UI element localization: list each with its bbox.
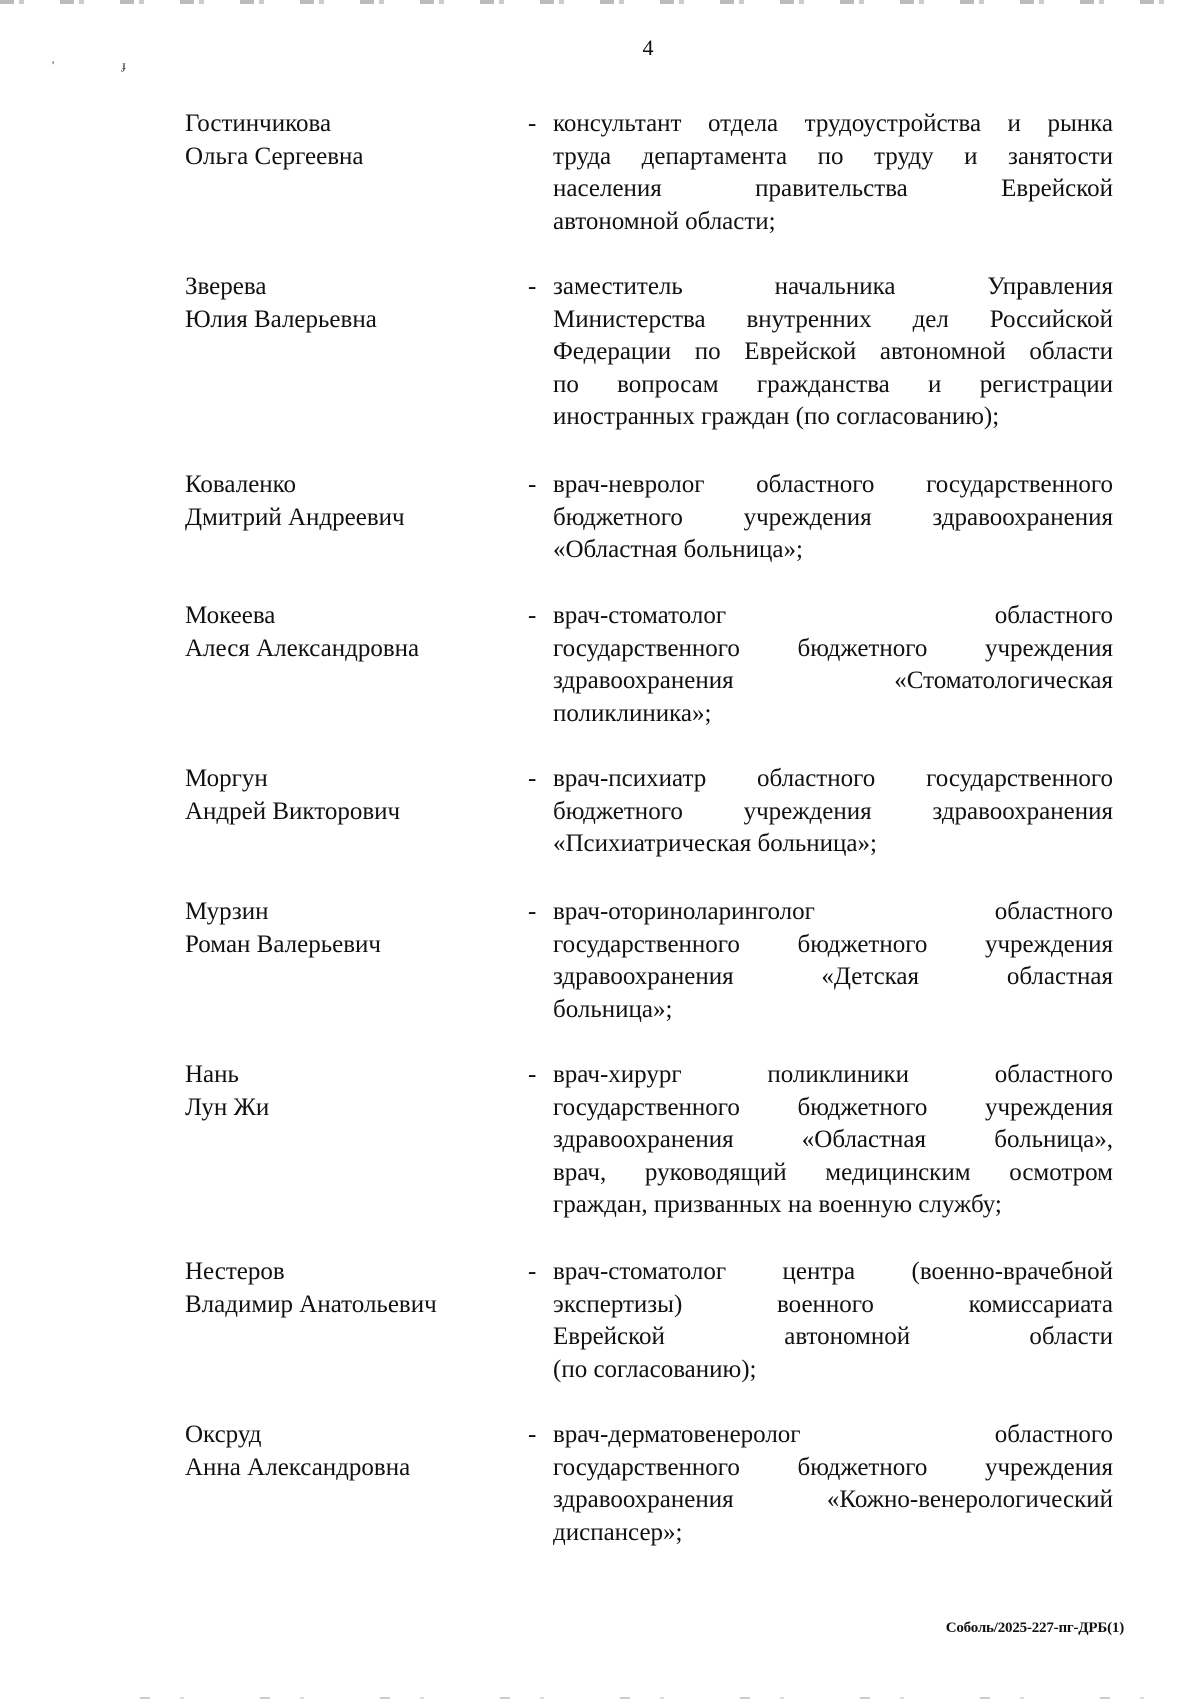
member-position-line: врач, руководящий медицинским осмотром [553, 1158, 1113, 1186]
member-position-line: диспансер»; [553, 1518, 683, 1546]
member-name-line: Ольга Сергеевна [185, 142, 364, 170]
member-position-line: по вопросам гражданства и регистрации [553, 370, 1113, 398]
entry-dash: - [528, 765, 537, 792]
member-position-line: «Психиатрическая больница»; [553, 830, 877, 857]
member-position-line: (по согласованию); [553, 1355, 757, 1383]
member-name [185, 763, 515, 828]
member-position-line: «Областная больница»; [553, 536, 803, 563]
member-name-line: Коваленко [185, 471, 297, 498]
member-name [185, 1256, 515, 1321]
member-position-line: заместитель начальника Управления [553, 273, 1113, 300]
scan-top-edge [0, 0, 1200, 4]
member-position-line: больница»; [553, 995, 673, 1023]
member-position-line: врач-стоматолог центра (военно-врачебной [553, 1258, 1113, 1285]
member-name-line: Роман Валерьевич [185, 930, 381, 958]
member-name [185, 469, 515, 534]
member-name-line: Юлия Валерьевна [185, 305, 377, 333]
member-position-line: здравоохранения «Детская областная [553, 963, 1113, 990]
member-name [185, 600, 515, 665]
member-position-line: здравоохранения «Областная больница», [553, 1126, 1113, 1153]
entry-dash: - [528, 273, 537, 300]
member-position-line: врач-хирург поликлиники областного [553, 1061, 1113, 1088]
member-name [185, 271, 515, 336]
member-name-line: Анна Александровна [185, 1453, 411, 1481]
member-name [185, 896, 515, 961]
member-name-line: Зверева [185, 273, 267, 300]
member-name-line: Нань [185, 1061, 239, 1088]
member-position-line: государственного бюджетного учреждения [553, 1453, 1113, 1481]
member-name-line: Мурзин [185, 898, 269, 925]
member-position [553, 1256, 1113, 1386]
member-name [185, 108, 515, 173]
entry-dash: - [528, 1258, 537, 1285]
entry-dash: - [528, 602, 537, 629]
member-position [553, 600, 1113, 730]
member-position-line: государственного бюджетного учреждения [553, 930, 1113, 958]
member-position-line: Еврейской автономной области [553, 1323, 1113, 1350]
member-position-line: государственного бюджетного учреждения [553, 1093, 1113, 1121]
member-position-line: государственного бюджетного учреждения [553, 634, 1113, 662]
member-position-line: консультант отдела трудоустройства и рынка [553, 110, 1113, 137]
member-name-line: Андрей Викторович [185, 797, 401, 825]
member-position-line: населения правительства Еврейской [553, 175, 1113, 202]
member-position-line: здравоохранения «Стоматологическая [553, 667, 1113, 694]
scan-artifact: ɟ [122, 58, 126, 72]
entry-dash: - [528, 1061, 537, 1088]
member-position-line: врач-психиатр областного государственного [553, 765, 1113, 792]
member-name-line: Оксруд [185, 1421, 262, 1448]
member-position-line: иностранных граждан (по согласованию); [553, 403, 1000, 430]
entry-dash: - [528, 110, 537, 137]
member-name-line: Мокеева [185, 602, 276, 629]
member-name-line: Алеся Александровна [185, 634, 420, 662]
member-position-line: граждан, призванных на военную службу; [553, 1191, 1002, 1218]
member-position-line: врач-оториноларинголог областного [553, 898, 1113, 925]
member-name-line: Владимир Анатольевич [185, 1290, 437, 1318]
member-name-line: Нестеров [185, 1258, 285, 1285]
member-position-line: поликлиника»; [553, 699, 712, 727]
member-name-line: Моргун [185, 765, 268, 792]
entry-dash: - [528, 471, 537, 498]
member-name [185, 1419, 515, 1484]
member-position [553, 1419, 1113, 1549]
member-position [553, 108, 1113, 238]
member-name-line: Дмитрий Андреевич [185, 503, 405, 531]
member-name-line: Лун Жи [185, 1093, 270, 1121]
member-name [185, 1059, 515, 1124]
member-position-line: бюджетного учреждения здравоохранения [553, 503, 1113, 531]
document-code: Соболь/2025-227-пг-ДРБ(1) [945, 1620, 1124, 1636]
member-position [553, 271, 1113, 434]
page-number: 4 [642, 35, 654, 60]
member-position-line: врач-дерматовенеролог областного [553, 1421, 1113, 1448]
entry-dash: - [528, 898, 537, 925]
member-position [553, 896, 1113, 1026]
member-position-line: Федерации по Еврейской автономной области [553, 338, 1113, 365]
entry-dash: - [528, 1421, 537, 1448]
member-position [553, 1059, 1113, 1222]
member-position-line: врач-невролог областного государственного [553, 471, 1113, 498]
member-position [553, 763, 1113, 861]
scan-artifact: ' [52, 58, 55, 72]
member-position-line: труда департамента по труду и занятости [553, 142, 1113, 170]
member-position-line: врач-стоматолог областного [553, 602, 1113, 629]
member-position-line: бюджетного учреждения здравоохранения [553, 797, 1113, 825]
member-position-line: экспертизы) военного комиссариата [553, 1290, 1113, 1318]
member-position-line: Министерства внутренних дел Российской [553, 305, 1113, 333]
member-name-line: Гостинчикова [185, 110, 332, 137]
member-position [553, 469, 1113, 567]
scan-bottom-edge [140, 1697, 1180, 1699]
member-position-line: автономной области; [553, 207, 776, 235]
member-position-line: здравоохранения «Кожно-венерологический [553, 1486, 1113, 1513]
